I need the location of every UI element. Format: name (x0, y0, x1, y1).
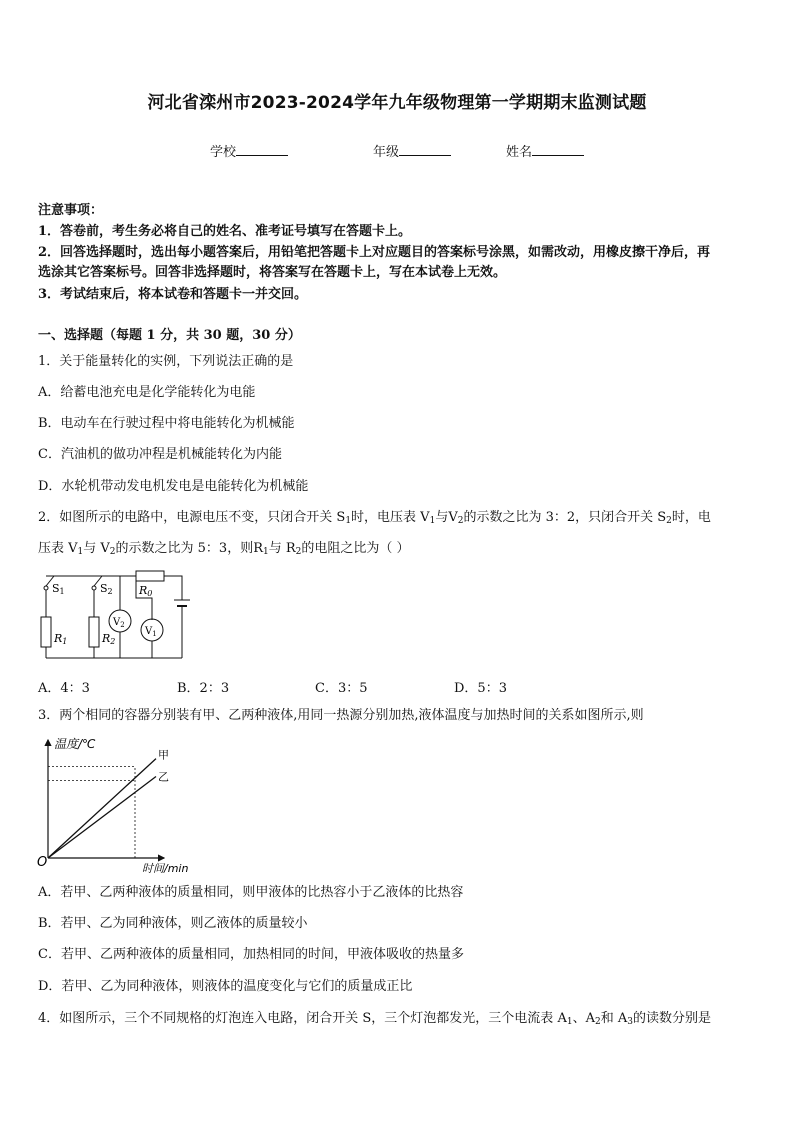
q4-sub: 3 (627, 1017, 633, 1027)
q2-option-d: D．5：3 (454, 681, 507, 696)
note-item: 2．回答选择题时，选出每小题答案后，用铅笔把答题卡上对应题目的答案标号涂黑，如需改动，用橡皮擦干净后，再 (38, 245, 711, 260)
resistor-r0 (136, 571, 164, 581)
q2-option-c: C．3：5 (315, 681, 368, 696)
q2-sub: 1 (263, 547, 269, 557)
q2-option-b: B．2：3 (177, 681, 230, 696)
grade-label: 年级 (373, 145, 400, 160)
name-blank (532, 143, 584, 156)
q2-sub: 1 (77, 547, 84, 557)
q2-text: 与 V (83, 541, 110, 556)
q1-option-a: A．给蓄电池充电是化学能转化为电能 (38, 385, 256, 400)
q2-text: 与 R (268, 541, 296, 556)
switch-s1-pivot (44, 586, 48, 590)
q4-text: 的读数分别是 (632, 1011, 711, 1026)
v1-top-wire (136, 576, 152, 620)
label-r1: R1 (54, 632, 68, 646)
q4-text: 、A (572, 1011, 595, 1026)
q2-text: 2．如图所示的电路中，电源电压不变，只闭合开关 S (38, 510, 346, 525)
label-s2: S2 (100, 582, 113, 596)
q2-text: 的电阻之比为（ ） (301, 541, 410, 556)
series-line-乙 (48, 777, 156, 858)
q4-sub: 2 (594, 1017, 601, 1027)
q2-text: 的示数之比为 5：3，则R (115, 541, 263, 556)
name-field (506, 141, 584, 160)
q1-option-d: D．水轮机带动发电机发电是电能转化为机械能 (38, 479, 309, 494)
origin-label: O (37, 855, 48, 870)
q2-sub: 2 (109, 547, 116, 557)
q2-stem-line2 (38, 540, 410, 561)
q3-option-a: A．若甲、乙两种液体的质量相同，则甲液体的比热容小于乙液体的比热容 (38, 885, 464, 900)
note-item: 1．答卷前，考生务必将自己的姓名、准考证号填写在答题卡上。 (38, 224, 412, 239)
label-s1: S1 (52, 582, 65, 596)
note-item: 选涂其它答案标号。回答非选择题时，将答案写在答题卡上，写在本试卷上无效。 (38, 265, 507, 280)
notes-heading: 注意事项： (38, 203, 104, 218)
q1-option-c: C．汽油机的做功冲程是机械能转化为内能 (38, 447, 282, 462)
q2-text: 压表 V (38, 541, 78, 556)
q4-text: 4．如图所示，三个不同规格的灯泡连入电路，闭合开关 S，三个灯泡都发光，三个电流表 A (38, 1011, 567, 1026)
q2-stem-line1 (38, 509, 711, 530)
q4-text: 和 A (600, 1011, 628, 1026)
q2-sub: 2 (666, 516, 672, 526)
q2-text: 与V (435, 510, 458, 525)
label-r0: R0 (139, 584, 153, 598)
series-label-甲: 甲 (158, 748, 169, 762)
q2-sub: 2 (457, 516, 464, 526)
page-title: 河北省滦州市2023-2024学年九年级物理第一学期期末监测试题 (147, 93, 647, 113)
q3-stem: 3．两个相同的容器分别装有甲、乙两种液体,用同一热源分别加热,液体温度与加热时间的关系如图所示,则 (38, 708, 644, 723)
resistor-r2 (89, 617, 99, 647)
q3-option-d: D．若甲、乙为同种液体，则液体的温度变化与它们的质量成正比 (38, 979, 413, 994)
q1-option-b: B．电动车在行驶过程中将电能转化为机械能 (38, 416, 295, 431)
label-v2: $V_2$ (113, 617, 125, 629)
temperature-chart (36, 734, 200, 874)
switch-s2-pivot (92, 586, 96, 590)
label-v1: $V_1$ (145, 626, 157, 638)
chart-series-group (48, 749, 169, 858)
note-item: 3．考试结束后，将本试卷和答题卡一并交回。 (38, 287, 308, 302)
q2-sub: 2 (295, 547, 302, 557)
name-label: 姓名 (506, 145, 533, 160)
q2-text: 的示数之比为 3：2，只闭合开关 S (463, 510, 667, 525)
label-r2: R2 (102, 632, 116, 646)
school-blank (236, 143, 288, 156)
school-label: 学校 (210, 145, 237, 160)
section-heading: 一、选择题（每题 1 分，共 30 题，30 分） (38, 328, 301, 343)
q2-option-a: A．4：3 (38, 681, 90, 696)
q3-option-c: C．若甲、乙两种液体的质量相同，加热相同的时间，甲液体吸收的热量多 (38, 947, 464, 962)
q2-text: 时，电 (671, 510, 711, 525)
grade-field (373, 141, 451, 160)
series-label-乙: 乙 (158, 770, 169, 784)
top-right-wire (164, 576, 182, 600)
y-axis-label: 温度/℃ (54, 737, 96, 751)
q2-sub: 1 (429, 516, 436, 526)
q2-text: 时，电压表 V (351, 510, 430, 525)
x-axis-label: 时间/min (142, 862, 189, 874)
series-line-甲 (48, 759, 156, 858)
circuit-diagram (36, 570, 192, 666)
resistor-r1 (41, 617, 51, 647)
q2-sub: 1 (345, 516, 352, 526)
q3-option-b: B．若甲、乙为同种液体，则乙液体的质量较小 (38, 916, 308, 931)
grade-blank (399, 143, 451, 156)
q4-stem (38, 1010, 711, 1031)
q1-stem: 1．关于能量转化的实例，下列说法正确的是 (38, 354, 294, 369)
q4-sub: 1 (566, 1017, 573, 1027)
school-field (210, 141, 288, 160)
